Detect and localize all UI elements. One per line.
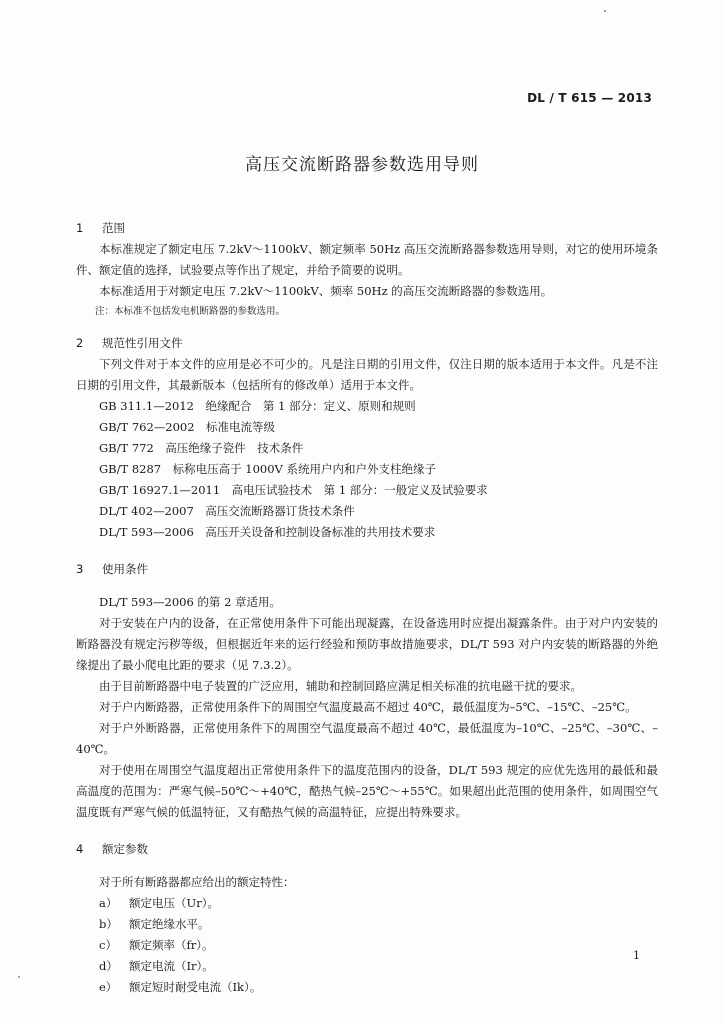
paragraph: 对于使用在周围空气温度超出正常使用条件下的温度范围内的设备，DL/T 593 规定的应优先选用的最低和最高温度的范围为：严寒气候–50℃～+40℃，酷热气候–25℃～+55℃。如果超出此范围的使用条件，如周围空气温度既有严寒气候的低温特征，又有酷热气候的高温特征，应提出特殊要求。 — [76, 763, 658, 819]
section-number: 2 — [76, 336, 84, 350]
section-number: 1 — [76, 221, 84, 235]
paragraph: 下列文件对于本文件的应用是必不可少的。凡是注日期的引用文件，仅注日期的版本适用于本文件。凡是不注日期的引用文件，其最新版本（包括所有的修改单）适用于本文件。 — [76, 357, 658, 392]
section-heading-normative-references — [76, 333, 658, 354]
list-item-text: 额定频率（fr）。 — [129, 938, 214, 952]
document-title: 高压交流断路器参数选用导则 — [245, 155, 479, 175]
paragraph: 对于户内断路器，正常使用条件下的周围空气温度最高不超过 40℃，最低温度为–5℃、–15℃、–25℃。 — [99, 700, 637, 714]
list-item-text: 额定电流（Ir）。 — [129, 959, 214, 973]
note: 注：本标准不包括发电机断路器的参数选用。 — [95, 306, 286, 317]
scan-speck — [604, 10, 606, 12]
reference-item: GB 311.1—2012 绝缘配合 第 1 部分：定义、原则和规则 — [99, 399, 416, 413]
list-item — [76, 893, 658, 914]
list-item — [76, 977, 658, 998]
section-title: 额定参数 — [102, 842, 148, 856]
standard-code: DL / T 615 — 2013 — [527, 91, 652, 105]
paragraph: 对于所有断路器都应给出的额定特性： — [99, 875, 295, 889]
list-item — [76, 935, 658, 956]
document-body — [76, 218, 658, 998]
list-item-label: a） — [99, 896, 118, 910]
section-heading-ratings — [76, 839, 658, 860]
section-heading-service-conditions — [76, 559, 658, 580]
section-heading-scope — [76, 218, 658, 239]
list-item-label: d） — [99, 959, 118, 973]
section-title: 规范性引用文件 — [102, 336, 183, 350]
reference-item: GB/T 772 高压绝缘子瓷件 技术条件 — [99, 441, 304, 455]
list-item-text: 额定短时耐受电流（Ik）。 — [129, 980, 262, 994]
paragraph: 本标准规定了额定电压 7.2kV～1100kV、额定频率 50Hz 高压交流断路器参数选用导则，对它的使用环境条件、额定值的选择，试验要点等作出了规定，并给予简要的说明。 — [76, 242, 658, 277]
paragraph: DL/T 593—2006 的第 2 章适用。 — [99, 595, 282, 609]
paragraph: 对于户外断路器，正常使用条件下的周围空气温度最高不超过 40℃，最低温度为–10℃、–25℃、–30℃、–40℃。 — [76, 721, 658, 756]
reference-item: GB/T 762—2002 标准电流等级 — [99, 420, 276, 434]
reference-item: DL/T 402—2007 高压交流断路器订货技术条件 — [99, 504, 355, 518]
list-item-label: c） — [99, 938, 117, 952]
section-title: 范围 — [102, 221, 125, 235]
page-number: 1 — [633, 949, 640, 962]
reference-item: GB/T 8287 标称电压高于 1000V 系统用户内和户外支柱绝缘子 — [99, 462, 436, 476]
section-title: 使用条件 — [102, 562, 148, 576]
section-number: 4 — [76, 842, 84, 856]
paragraph: 对于安装在户内的设备，在正常使用条件下可能出现凝露，在设备选用时应提出凝露条件。由于对户内安装的断路器没有规定污秽等级，但根据近年来的运行经验和预防事故措施要求，DL/T 593 对户内安装的断路器的外绝缘提出了最小爬电比距的要求（见 7.3.2）。 — [76, 616, 658, 672]
paragraph: 由于目前断路器中电子装置的广泛应用，辅助和控制回路应满足相关标准的抗电磁干扰的要求。 — [99, 679, 582, 693]
list-item-label: b） — [99, 917, 118, 931]
list-item-text: 额定绝缘水平。 — [129, 917, 210, 931]
reference-item: GB/T 16927.1—2011 高电压试验技术 第 1 部分：一般定义及试验要求 — [99, 483, 488, 497]
scan-speck — [18, 976, 20, 978]
paragraph: 本标准适用于对额定电压 7.2kV～1100kV、频率 50Hz 的高压交流断路器的参数选用。 — [99, 284, 553, 298]
list-item-text: 额定电压（Ur）。 — [129, 896, 219, 910]
list-item-label: e） — [99, 980, 118, 994]
list-item — [76, 956, 658, 977]
reference-item: DL/T 593—2006 高压开关设备和控制设备标准的共用技术要求 — [99, 525, 436, 539]
list-item — [76, 914, 658, 935]
section-number: 3 — [76, 562, 84, 576]
